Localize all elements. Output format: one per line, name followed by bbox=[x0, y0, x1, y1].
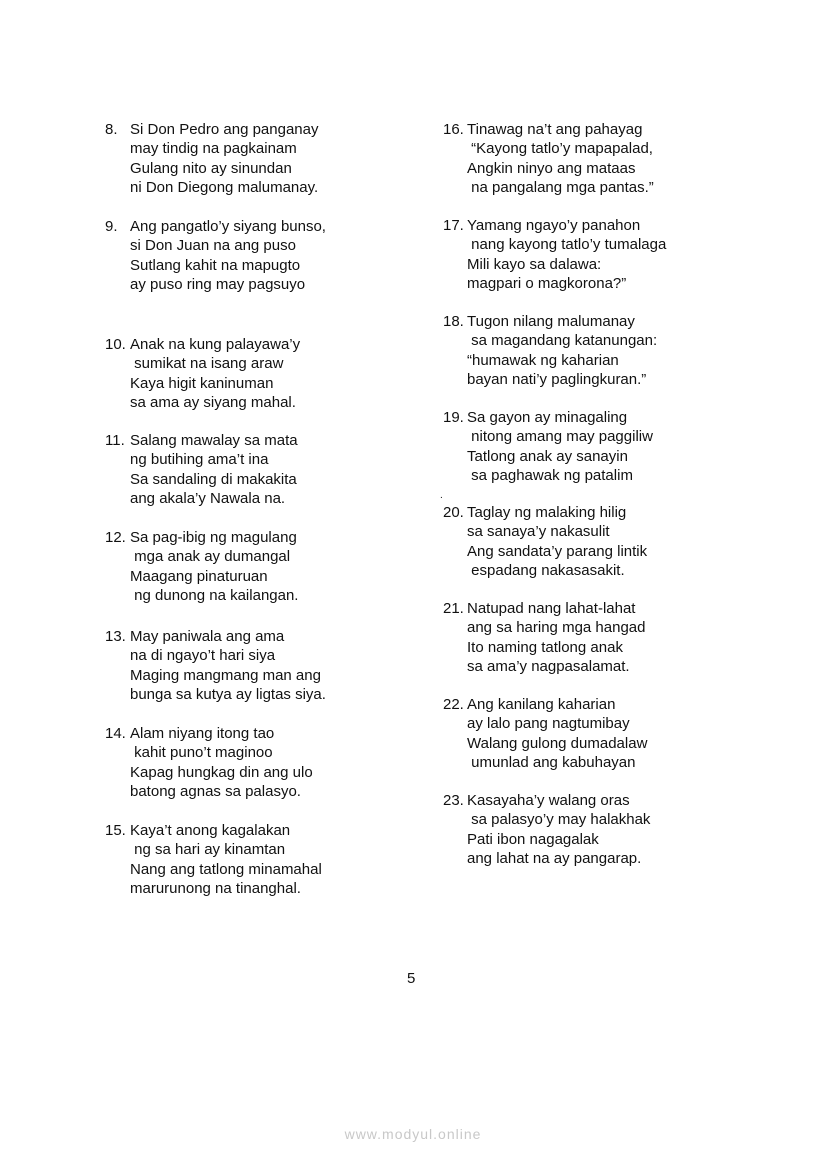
stanza-number: 15. bbox=[105, 822, 126, 839]
verse-line: sumikat na isang araw bbox=[130, 355, 284, 373]
stanza-lines bbox=[130, 528, 298, 605]
verse-line: Natupad nang lahat-lahat bbox=[467, 600, 636, 617]
verse-line: sa palasyo’y may halakhak bbox=[467, 811, 651, 829]
stanza-number: 19. bbox=[443, 409, 464, 426]
stanza-lines bbox=[467, 695, 647, 772]
verse-line: espadang nakasasakit. bbox=[467, 561, 625, 579]
verse-line: Kapag hungkag din ang ulo bbox=[130, 763, 313, 781]
verse-line: Ang sandata’y parang lintik bbox=[467, 542, 648, 560]
verse-line: Nang ang tatlong minamahal bbox=[130, 860, 322, 878]
stanza-lines bbox=[130, 431, 298, 508]
verse-line: ay puso ring may pagsuyo bbox=[130, 275, 306, 293]
verse-line: ng butihing ama’t ina bbox=[130, 451, 269, 469]
verse-line: Walang gulong dumadalaw bbox=[467, 734, 648, 752]
watermark: www.modyul.online bbox=[344, 1126, 482, 1142]
verse-line: ang sa haring mga hangad bbox=[467, 619, 646, 637]
verse-line: Tugon nilang malumanay bbox=[467, 313, 635, 330]
verse-line: “Kayong tatlo’y mapapalad, bbox=[467, 140, 653, 158]
verse-line: Yamang ngayo’y panahon bbox=[467, 217, 641, 234]
verse-line: Kasayaha’y walang oras bbox=[467, 792, 630, 809]
stanza-lines bbox=[130, 120, 318, 197]
verse-line: sa paghawak ng patalim bbox=[467, 466, 633, 484]
verse-line: sa sanaya’y nakasulit bbox=[467, 523, 610, 541]
verse-line: ng dunong na kailangan. bbox=[130, 586, 299, 604]
stanza-number: 21. bbox=[443, 600, 464, 617]
stray-dot: . bbox=[440, 490, 443, 501]
stanza-number: 17. bbox=[443, 217, 464, 234]
verse-line: Ito naming tatlong anak bbox=[467, 638, 623, 656]
stanza-lines bbox=[130, 335, 300, 412]
verse-line: Kaya higit kaninuman bbox=[130, 374, 274, 392]
verse-line: nitong amang may paggiliw bbox=[467, 428, 653, 446]
stanza-number: 10. bbox=[105, 336, 126, 353]
verse-line: nang kayong tatlo’y tumalaga bbox=[467, 236, 667, 254]
stanza-lines bbox=[467, 599, 645, 676]
verse-line: umunlad ang kabuhayan bbox=[467, 753, 636, 771]
verse-line: Maging mangmang man ang bbox=[130, 666, 321, 684]
stanza-number: 23. bbox=[443, 792, 464, 809]
verse-line: Alam niyang itong tao bbox=[130, 725, 275, 742]
verse-line: Si Don Pedro ang panganay bbox=[130, 121, 319, 138]
stanza-number: 20. bbox=[443, 504, 464, 521]
stanza-lines bbox=[130, 821, 322, 898]
verse-line: may tindig na pagkainam bbox=[130, 140, 297, 158]
verse-line: May paniwala ang ama bbox=[130, 628, 285, 645]
verse-line: Kaya’t anong kagalakan bbox=[130, 822, 291, 839]
stanza-lines bbox=[467, 408, 653, 485]
verse-line: Sutlang kahit na mapugto bbox=[130, 256, 301, 274]
stanza-lines bbox=[130, 217, 326, 294]
stanza-lines bbox=[467, 791, 650, 868]
verse-line: “humawak ng kaharian bbox=[467, 351, 619, 369]
verse-line: Salang mawalay sa mata bbox=[130, 432, 298, 449]
verse-line: kahit puno’t maginoo bbox=[130, 744, 273, 762]
stanza-lines bbox=[467, 216, 666, 293]
stanza-number: 9. bbox=[105, 218, 118, 235]
verse-line: Taglay ng malaking hilig bbox=[467, 504, 627, 521]
verse-line: Sa pag-ibig ng magulang bbox=[130, 529, 297, 546]
verse-line: Angkin ninyo ang mataas bbox=[467, 159, 636, 177]
verse-line: bayan nati’y paglingkuran.” bbox=[467, 370, 647, 388]
verse-line: batong agnas sa palasyo. bbox=[130, 782, 301, 800]
stanza-lines bbox=[467, 503, 647, 580]
stanza-lines bbox=[467, 120, 654, 197]
stanza-number: 12. bbox=[105, 529, 126, 546]
verse-line: si Don Juan na ang puso bbox=[130, 237, 296, 255]
verse-line: Sa sandaling di makakita bbox=[130, 470, 297, 488]
verse-line: Ang kanilang kaharian bbox=[467, 696, 616, 713]
verse-line: Tatlong anak ay sanayin bbox=[467, 447, 628, 465]
verse-line: na di ngayo’t hari siya bbox=[130, 647, 276, 665]
verse-line: ay lalo pang nagtumibay bbox=[467, 715, 630, 733]
verse-line: marurunong na tinanghal. bbox=[130, 879, 301, 897]
stanza-lines bbox=[130, 627, 326, 704]
verse-line: na pangalang mga pantas.” bbox=[467, 178, 654, 196]
stanza-number: 18. bbox=[443, 313, 464, 330]
verse-line: ng sa hari ay kinamtan bbox=[130, 841, 286, 859]
stanza-number: 14. bbox=[105, 725, 126, 742]
stanza-lines bbox=[467, 312, 657, 389]
stanza-number: 16. bbox=[443, 121, 464, 138]
verse-line: Pati ibon nagagalak bbox=[467, 830, 599, 848]
verse-line: ni Don Diegong malumanay. bbox=[130, 178, 319, 196]
verse-line: ang akala’y Nawala na. bbox=[130, 489, 286, 507]
verse-line: Ang pangatlo’y siyang bunso, bbox=[130, 218, 326, 235]
verse-line: Tinawag na’t ang pahayag bbox=[467, 121, 643, 138]
verse-line: Maagang pinaturuan bbox=[130, 567, 268, 585]
verse-line: Gulang nito ay sinundan bbox=[130, 159, 292, 177]
verse-line: mga anak ay dumangal bbox=[130, 548, 291, 566]
verse-line: sa ama ay siyang mahal. bbox=[130, 393, 296, 411]
stanza-number: 11. bbox=[105, 432, 125, 449]
verse-line: sa magandang katanungan: bbox=[467, 332, 658, 350]
verse-line: magpari o magkorona?” bbox=[467, 274, 627, 292]
verse-line: Mili kayo sa dalawa: bbox=[467, 255, 602, 273]
stanza-number: 22. bbox=[443, 696, 464, 713]
verse-line: bunga sa kutya ay ligtas siya. bbox=[130, 685, 326, 703]
stanza-lines bbox=[130, 724, 313, 801]
verse-line: Sa gayon ay minagaling bbox=[467, 409, 628, 426]
verse-line: ang lahat na ay pangarap. bbox=[467, 849, 642, 867]
stanza-number: 13. bbox=[105, 628, 126, 645]
page-number: 5 bbox=[407, 970, 416, 987]
verse-line: sa ama’y nagpasalamat. bbox=[467, 657, 630, 675]
stanza-number: 8. bbox=[105, 121, 118, 138]
verse-line: Anak na kung palayawa’y bbox=[130, 336, 301, 353]
